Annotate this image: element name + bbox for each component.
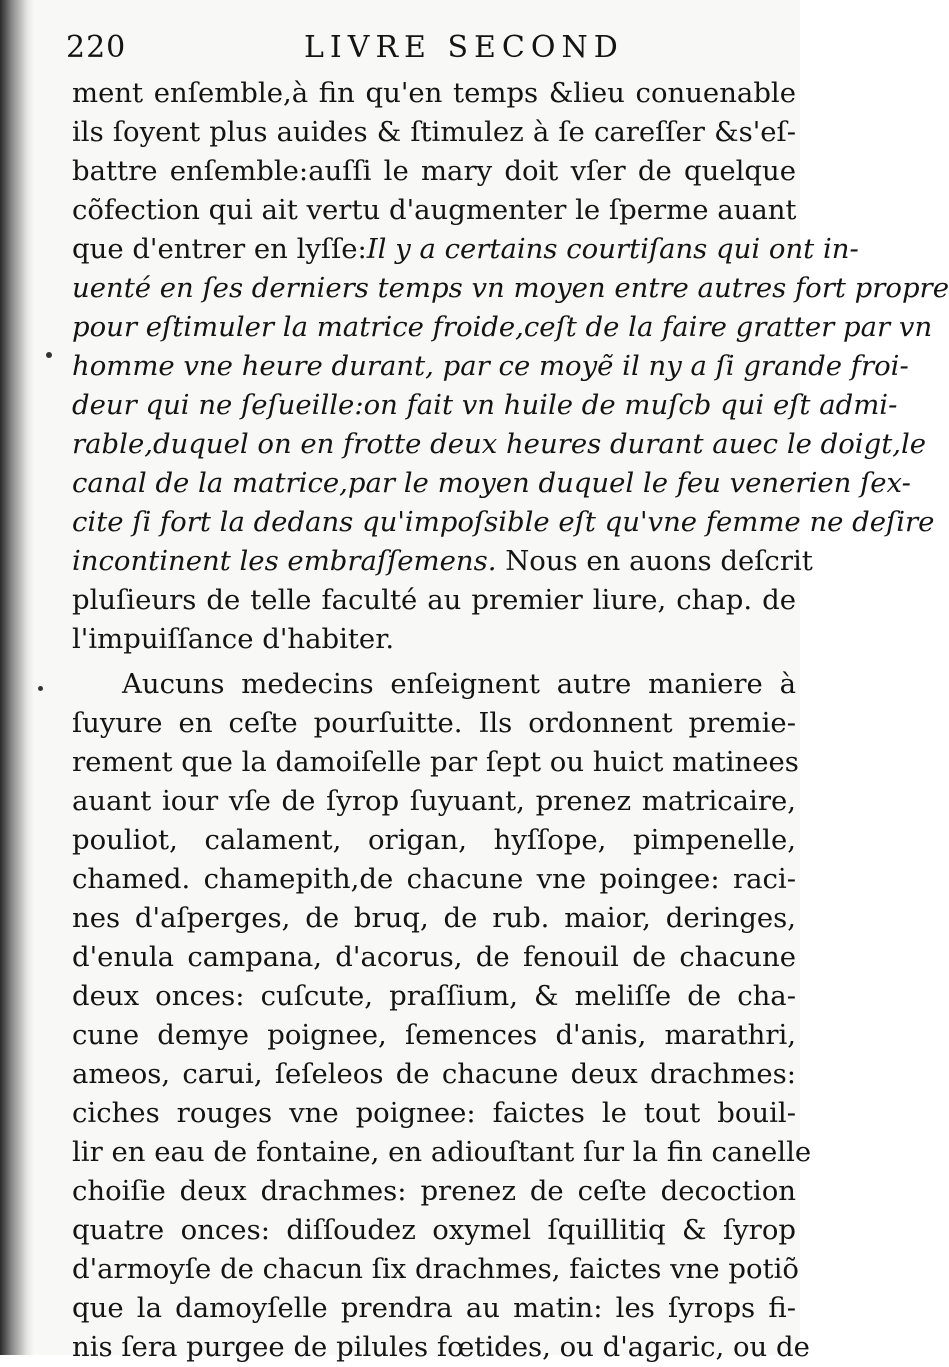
text-run: que d'entrer en lyſſe: xyxy=(72,233,367,265)
italic-run: incontinent les embraſſemens. xyxy=(72,545,497,577)
text-line: battre enſemble:auſſi le mary doit vſer de quelque xyxy=(72,155,796,187)
text-line: nes d'aſperges, de bruq, de rub. maior, deringes, xyxy=(72,902,796,934)
text-line: cõfection qui ait vertu d'augmenter le ſperme auant xyxy=(72,194,797,226)
ink-speck xyxy=(46,352,52,358)
text-line: rement que la damoiſelle par ſept ou huict matinees xyxy=(72,746,799,778)
binding-shadow xyxy=(0,0,34,1355)
italic-line: cite ſi fort la dedans qu'impoſsible eſt qu'vne femme ne deſire xyxy=(72,506,935,538)
text-line: ciches rouges vne poignee: faictes le tout bouil- xyxy=(72,1097,796,1129)
page-header xyxy=(66,30,782,70)
text-line: ils ſoyent plus auides & ſtimulez à ſe careſſer &s'eſ- xyxy=(72,116,796,148)
text-line: quatre onces: diſſoudez oxymel ſquillitiq & ſyrop xyxy=(72,1214,796,1246)
italic-line: pour eſtimuler la matrice froide,ceſt de la faire gratter par vn xyxy=(72,311,933,343)
paragraph-first-line: Aucuns medecins enſeignent autre maniere à xyxy=(122,668,796,700)
text-line: l'impuiſſance d'habiter. xyxy=(72,623,395,655)
text-line: ſuyure en ceſte pourſuitte. Ils ordonnent premie- xyxy=(72,707,796,739)
text-line: choiſie deux drachmes: prenez de ceſte decoction xyxy=(72,1175,796,1207)
text-line: lir en eau de fontaine, en adiouſtant ſur la fin canelle xyxy=(72,1136,812,1168)
text-line: d'armoyſe de chacun ſix drachmes, faictes vne potiõ xyxy=(72,1253,799,1285)
text-line xyxy=(72,542,813,581)
text-line: pluſieurs de telle faculté au premier liure, chap. de xyxy=(72,584,796,616)
running-title: LIVRE SECOND xyxy=(304,30,624,65)
italic-line: rable,duquel on en frotte deux heures durant auec le doigt,le xyxy=(72,428,927,460)
text-line: pouliot, calament, origan, hyſſope, pimpenelle, xyxy=(72,824,796,856)
text-run: Nous en auons deſcrit xyxy=(496,545,813,577)
italic-line: deur qui ne ſeſueille:on fait vn huile de muſcb qui eſt admi- xyxy=(72,389,898,421)
text-line: nis ſera purgee de pilules fœtides, ou d'agaric, ou de xyxy=(72,1331,810,1363)
text-line: chamed. chamepith,de chacune vne poingee: raci- xyxy=(72,863,796,895)
text-line: que la damoyſelle prendra au matin: les ſyrops fi- xyxy=(72,1292,796,1324)
text-line xyxy=(72,230,859,269)
italic-line: uenté en ſes derniers temps vn moyen entre autres fort propre xyxy=(72,272,949,304)
italic-line: homme vne heure durant, par ce moyẽ il ny a ſi grande froi- xyxy=(72,350,909,382)
text-line: d'enula campana, d'acorus, de fenouil de chacune xyxy=(72,941,796,973)
text-line: auant iour vſe de ſyrop ſuyuant, prenez matricaire, xyxy=(72,785,796,817)
italic-line: canal de la matrice,par le moyen duquel le feu venerien ſex- xyxy=(72,467,911,499)
italic-run: Il y a certains courtiſans qui ont in- xyxy=(366,233,859,265)
ink-speck xyxy=(38,686,43,691)
text-line: ment enſemble,à fin qu'en temps &lieu conuenable xyxy=(72,77,796,109)
text-line: ameos, carui, ſeſeleos de chacune deux drachmes: xyxy=(72,1058,796,1090)
text-line: cune demye poignee, ſemences d'anis, marathri, xyxy=(72,1019,796,1051)
text-line: deux onces: cuſcute, praſſium, & meliſſe de cha- xyxy=(72,980,796,1012)
page-number: 220 xyxy=(66,30,127,65)
body-text xyxy=(72,74,949,1367)
